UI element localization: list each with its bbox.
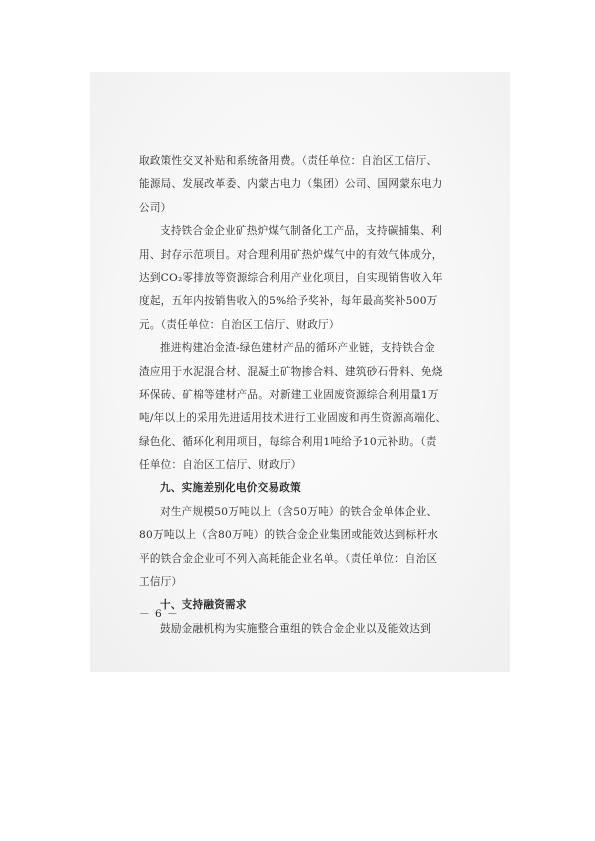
paragraph-start-line: 对生产规模50万吨以上（含50万吨）的铁合金单体企业、 (160, 505, 438, 518)
section-heading: 十、支持融资需求 (160, 599, 247, 612)
text-line: 能源局、发展改革委、内蒙古电力（集团）公司、国网蒙东电力 (139, 178, 443, 191)
text-line: 元。（责任单位：自治区工信厅、财政厅） (139, 318, 340, 331)
text-line: 用、封存示范项目。对合理利用矿热炉煤气中的有效气体成分， (139, 248, 443, 261)
text-line: 工信厅） (139, 576, 183, 589)
text-line: 环保砖、矿棉等建材产品。对新建工业固废资源综合利用量1万 (139, 388, 439, 401)
text-line: 绿色化、循环化利用项目，每综合利用1吨给予10元补助。（责 (139, 435, 437, 448)
section-heading: 九、实施差别化电价交易政策 (160, 482, 301, 495)
text-line: 取政策性交叉补贴和系统备用费。（责任单位：自治区工信厅、 (139, 155, 438, 167)
text-line: 平的铁合金企业可不列入高耗能企业名单。（责任单位：自治区 (139, 552, 438, 565)
text-line: 度起，五年内按销售收入的5%给予奖补，每年最高奖补500万 (139, 295, 438, 308)
text-line: 公司） (139, 201, 172, 214)
text-line: 80万吨以上（含80万吨）的铁合金企业集团或能效达到标杆水 (139, 529, 439, 542)
paragraph-start-line: 鼓励金融机构为实施整合重组的铁合金企业以及能效达到 (160, 622, 432, 635)
page-number: － 6 － (139, 608, 179, 620)
text-line: 达到CO₂零排放等资源综合利用产业化项目，自实现销售收入年 (139, 271, 443, 284)
text-line: 吨/年以上的采用先进适用技术进行工业固废和再生资源高端化、 (139, 412, 447, 425)
text-line: 渣应用于水泥混合材、混凝土矿物掺合料、建筑砂石骨料、免烧 (139, 365, 443, 378)
text-line: 任单位：自治区工信厅、财政厅） (139, 459, 302, 472)
paragraph-start-line: 支持铁合金企业矿热炉煤气制备化工产品，支持碳捕集、利 (160, 225, 442, 238)
body-text (139, 150, 459, 641)
paragraph-start-line: 推进构建冶金渣-绿色建材产品的循环产业链，支持铁合金 (160, 342, 435, 355)
